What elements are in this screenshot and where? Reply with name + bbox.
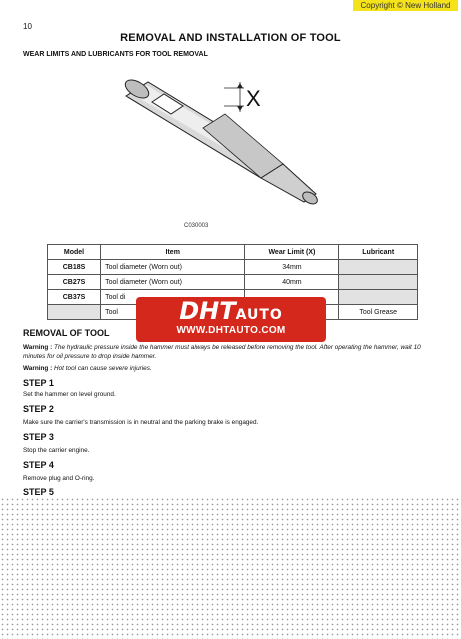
step-heading: STEP 1	[23, 378, 54, 388]
model-cell	[48, 305, 101, 320]
table-row	[48, 260, 418, 275]
column-header: Model	[48, 245, 101, 260]
copyright-banner: Copyright © New Holland	[353, 0, 458, 11]
table-row	[48, 275, 418, 290]
step-text: Make sure the carrier's transmission is in neutral and the parking brake is engaged.	[23, 419, 259, 426]
watermark-url[interactable]: WWW.DHTAUTO.COM	[176, 325, 286, 336]
warning-hot-tool: Warning : Hot tool can cause severe injuries.	[23, 365, 152, 372]
watermark-banner[interactable]	[136, 297, 326, 342]
limit-cell: 40mm	[245, 275, 339, 290]
table-header-row	[48, 245, 418, 260]
column-header: Item	[101, 245, 245, 260]
column-header: Lubricant	[339, 245, 418, 260]
section-subtitle: WEAR LIMITS AND LUBRICANTS FOR TOOL REMOVAL	[23, 51, 208, 58]
item-cell: Tool	[101, 305, 245, 320]
model-cell: CB18S	[48, 260, 101, 275]
lubricant-cell	[339, 290, 418, 305]
tool-illustration	[118, 76, 338, 216]
step-heading: STEP 5	[23, 487, 54, 497]
limit-cell: 34mm	[245, 260, 339, 275]
step-text: Stop the carrier engine.	[23, 447, 90, 454]
step-heading: STEP 3	[23, 432, 54, 442]
figure-code: C030003	[184, 223, 209, 229]
item-cell: Tool diameter (Worn out)	[101, 275, 245, 290]
step-text: Set the hammer on level ground.	[23, 391, 116, 398]
model-cell: CB37S	[48, 290, 101, 305]
lubricant-cell: Tool Grease	[339, 305, 418, 320]
page-title: REMOVAL AND INSTALLATION OF TOOL	[120, 32, 341, 44]
dimension-label: X	[246, 86, 261, 111]
dotted-overlay	[0, 497, 461, 639]
removal-heading: REMOVAL OF TOOL	[23, 328, 110, 338]
item-cell: Tool diameter (Worn out)	[101, 260, 245, 275]
watermark-logo: DHTAUTO	[179, 297, 283, 325]
warning-hydraulic: Warning : The hydraulic pressure inside the hammer must always be released before removing the tool. After operating the hammer, wait 10 minutes for oil pressure to drop inside hammer.	[23, 344, 421, 360]
item-cell: Tool di	[101, 290, 245, 305]
step-heading: STEP 2	[23, 404, 54, 414]
column-header: Wear Limit (X)	[245, 245, 339, 260]
lubricant-cell	[339, 260, 418, 275]
step-heading: STEP 4	[23, 460, 54, 470]
page-number: 10	[23, 22, 32, 31]
lubricant-cell	[339, 275, 418, 290]
step-text: Remove plug and O-ring.	[23, 475, 95, 482]
model-cell: CB27S	[48, 275, 101, 290]
